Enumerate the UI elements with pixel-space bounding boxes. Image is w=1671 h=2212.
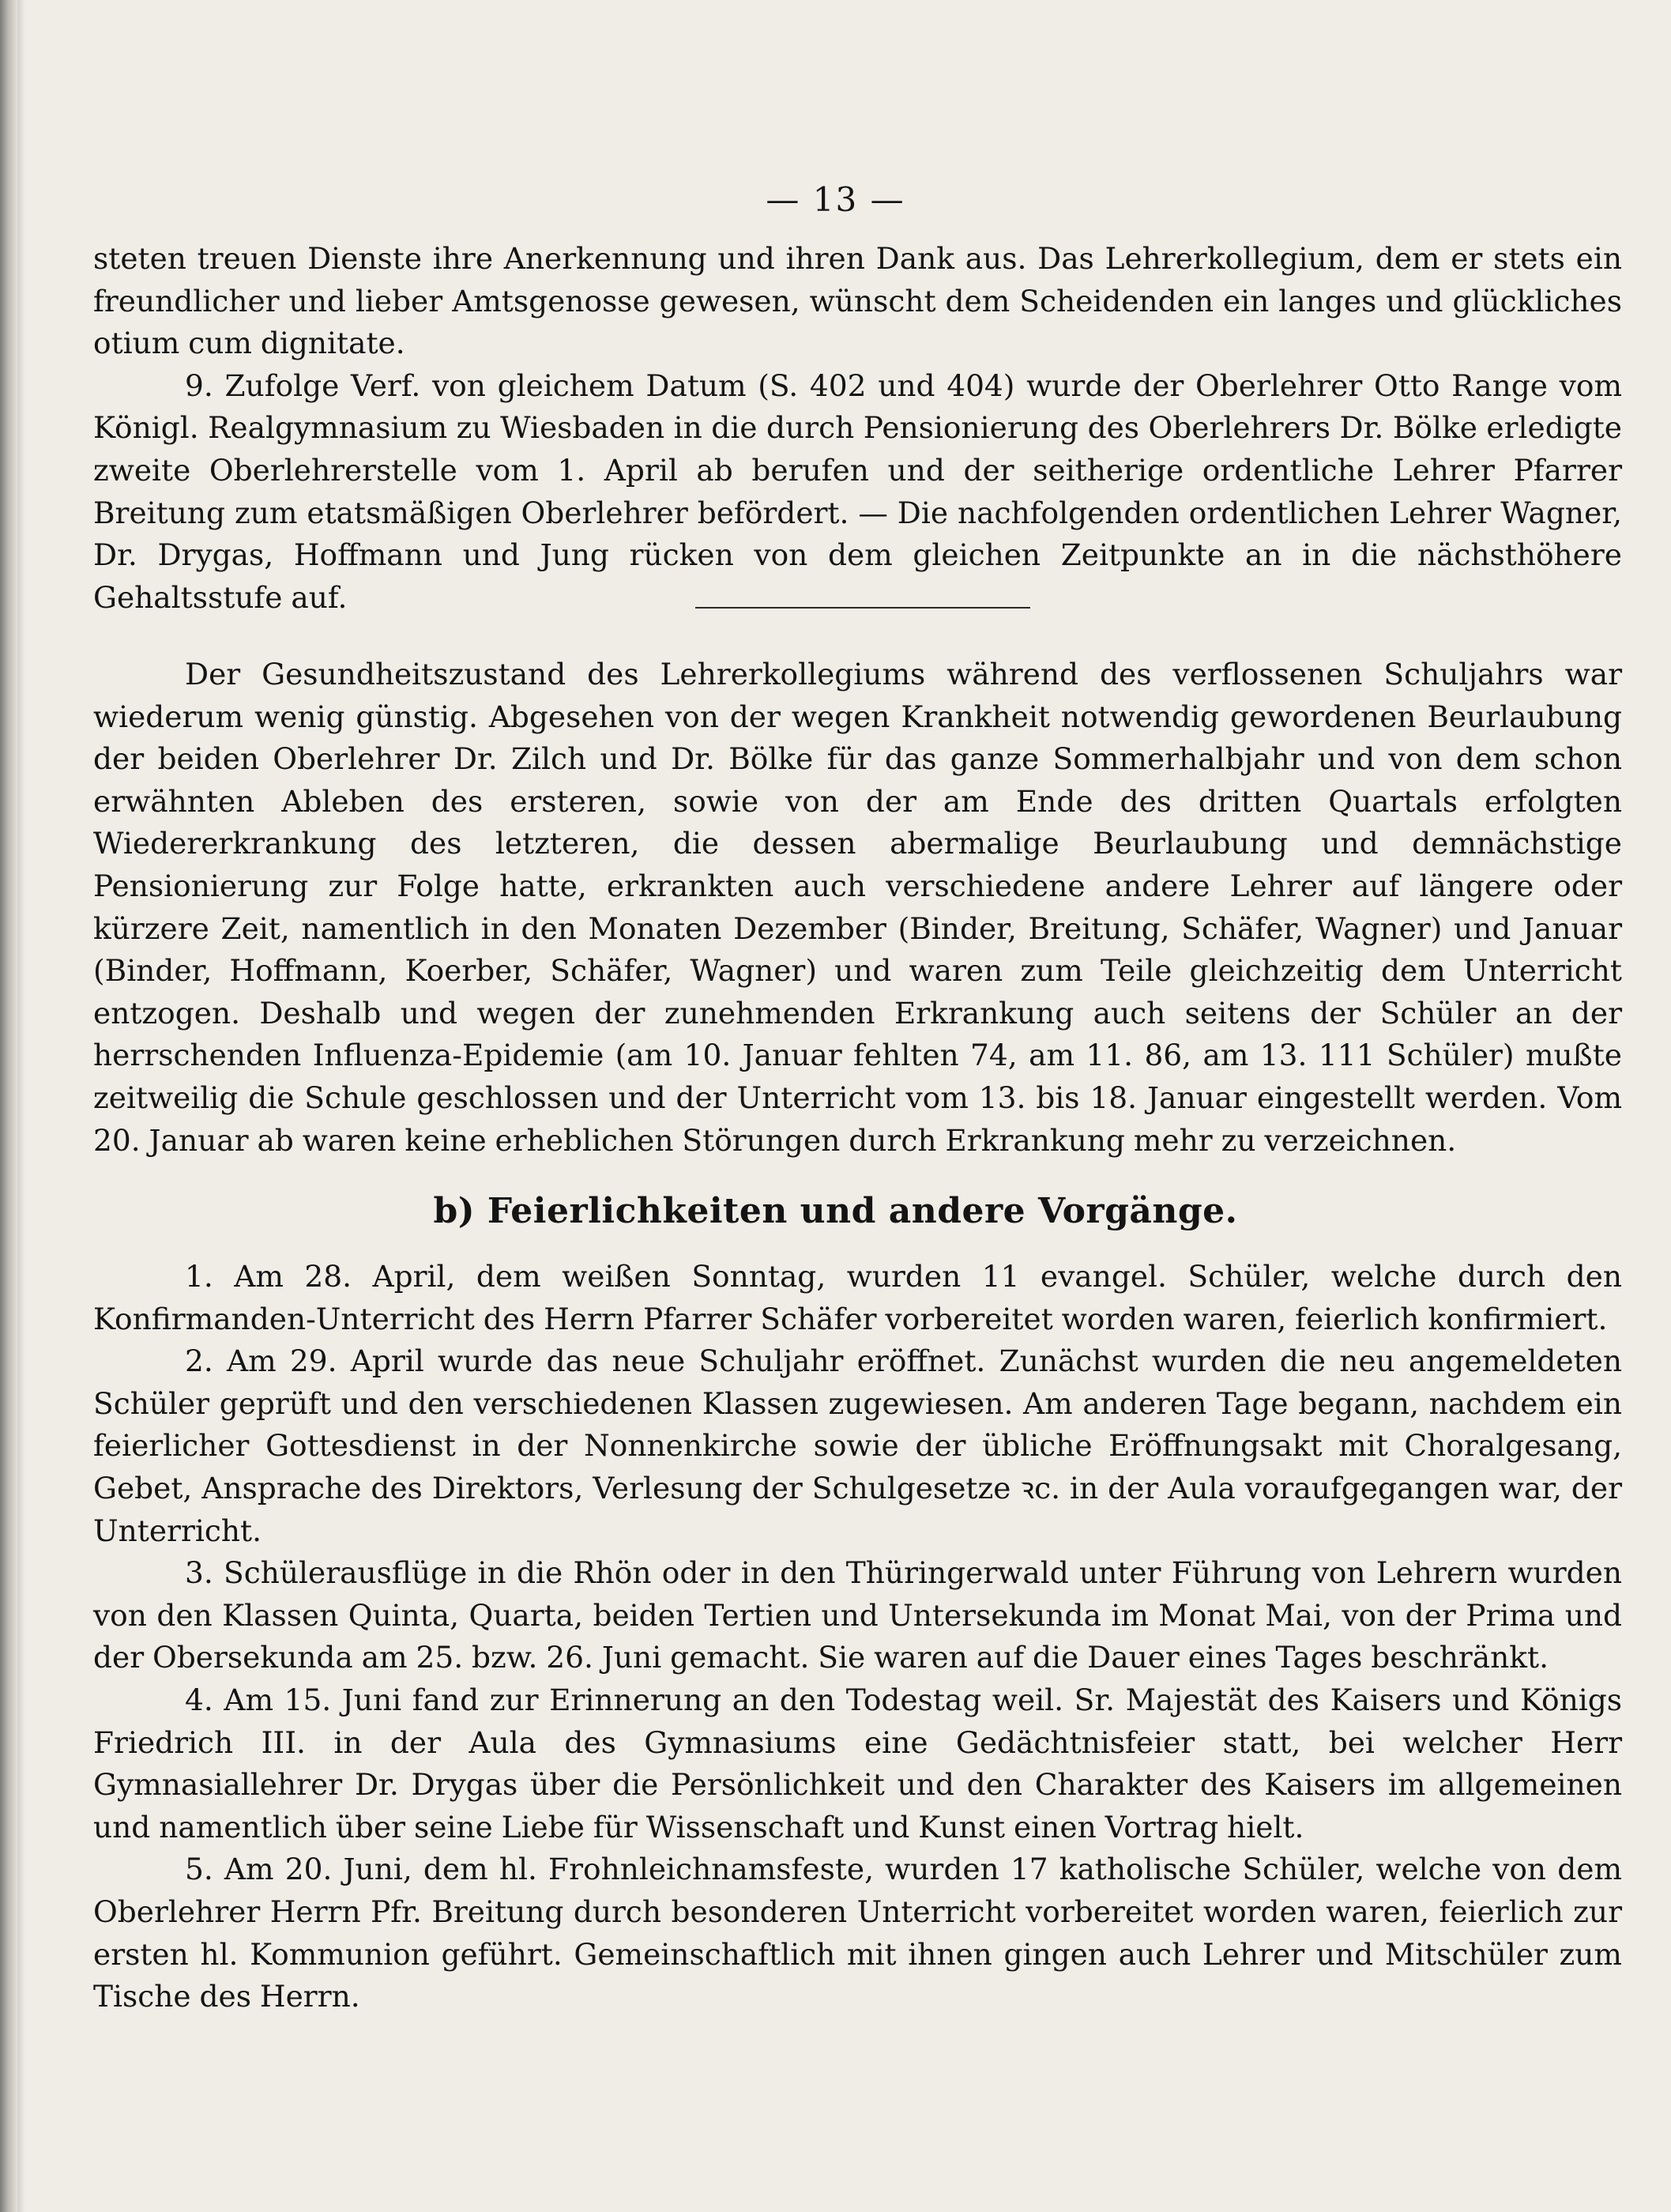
event-item-4: 4. Am 15. Juni fand zur Erinnerung an den Todestag weil. Sr. Majestät des Kaisers und Königs Friedrich III. in der Aula des Gymnasiums eine Gedächtnisfeier statt, bei welcher Herr Gymnasiallehrer Dr. Drygas über die Persönlichkeit und den Charakter des Kaisers im allgemeinen und namentlich über seine Liebe für Wissenschaft und Kunst einen Vortrag hielt. bbox=[93, 1682, 1622, 1845]
event-item-5: 5. Am 20. Juni, dem hl. Frohnleichnamsfeste, wurden 17 katholische Schüler, welche von dem Oberlehrer Herrn Pfr. Breitung durch besonderen Unterricht vorbereitet worden waren, feierlich zur ersten hl. Kommunion geführt. Gemeinschaftlich mit ihnen gingen auch Lehrer und Mitschüler zum Tische des Herrn. bbox=[93, 1852, 1622, 2014]
section-heading-b: b) Feierlichkeiten und andere Vorgänge. bbox=[433, 1191, 1238, 1231]
paragraph-health: Der Gesundheitszustand des Lehrerkollegiums während des verflossenen Schuljahrs war wiederum wenig günstig. Abgesehen von der wegen Krankheit notwendig gewordenen Beurlaubung der beiden Oberlehrer Dr. Zilch und Dr. Bölke für das ganze Sommerhalbjahr und von dem schon erwähnten Ableben des ersteren, sowie von der am Ende des dritten Quartals erfolgten Wiedererkrankung des letzteren, die dessen abermalige Beurlaubung und demnächstige Pensionierung zur Folge hatte, erkrankten auch verschiedene andere Lehrer auf längere oder kürzere Zeit, namentlich in den Monaten Dezember (Binder, Breitung, Schäfer, Wagner) und Januar (Binder, Hoffmann, Koerber, Schäfer, Wagner) und waren zum Teile gleichzeitig dem Unterricht entzogen. Deshalb und wegen der zunehmenden Erkrankung auch seitens der Schüler an der herrschenden Influenza-Epidemie (am 10. Januar fehlten 74, am 11. 86, am 13. 111 Schüler) mußte zeitweilig die Schule geschlossen und der Unterricht vom 13. bis 18. Januar eingestellt werden. Vom 20. Januar ab waren keine erheblichen Störungen durch Erkrankung mehr zu verzeichnen. bbox=[93, 657, 1622, 1158]
event-item-1: 1. Am 28. April, dem weißen Sonntag, wurden 11 evangel. Schüler, welche durch den Konfirmanden-Unterricht des Herrn Pfarrer Schäfer vorbereitet worden waren, feierlich konfirmiert. bbox=[93, 1259, 1622, 1336]
text-block-health bbox=[93, 654, 1622, 1162]
page-binding-edge bbox=[0, 0, 17, 2212]
event-item-3: 3. Schülerausflüge in die Rhön oder in den Thüringerwald unter Führung von Lehrern wurden von den Klassen Quinta, Quarta, beiden Tertien und Untersekunda im Monat Mai, von der Prima und der Obersekunda am 25. bzw. 26. Juni gemacht. Sie waren auf die Dauer eines Tages beschränkt. bbox=[93, 1555, 1622, 1675]
page-number: — 13 — bbox=[766, 180, 905, 219]
paragraph-item-9: 9. Zufolge Verf. von gleichem Datum (S. 402 und 404) wurde der Oberlehrer Otto Range vom Königl. Realgymnasium zu Wiesbaden in die durch Pensionierung des Oberlehrers Dr. Bölke erledigte zweite Oberlehrerstelle vom 1. April ab berufen und der seitherige ordentliche Lehrer Pfarrer Breitung zum etatsmäßigen Oberlehrer befördert. — Die nachfolgenden ordentlichen Lehrer Wagner, Dr. Drygas, Hoffmann und Jung rücken von dem gleichen Zeitpunkte an in die nächsthöhere Gehaltsstufe auf. bbox=[93, 367, 1622, 615]
section-divider bbox=[695, 607, 1030, 609]
text-block-events bbox=[93, 1256, 1622, 2018]
text-block-personnel bbox=[93, 238, 1622, 619]
event-item-2: 2. Am 29. April wurde das neue Schuljahr eröffnet. Zunächst wurden die neu angemeldeten Schüler geprüft und den verschiedenen Klassen zugewiesen. Am anderen Tage begann, nachdem ein feierlicher Gottesdienst in der Nonnenkirche sowie der übliche Eröffnungsakt mit Choralgesang, Gebet, Ansprache des Direktors, Verlesung der Schulgesetze ꝛc. in der Aula voraufgegangen war, der Unterricht. bbox=[93, 1343, 1622, 1548]
paragraph-continuation: steten treuen Dienste ihre Anerkennung und ihren Dank aus. Das Lehrerkollegium, dem er stets ein freundlicher und lieber Amtsgenosse gewesen, wünscht dem Scheidenden ein langes und glückliches otium cum dignitate. bbox=[93, 241, 1622, 361]
page-fold-shadow bbox=[17, 0, 25, 2212]
